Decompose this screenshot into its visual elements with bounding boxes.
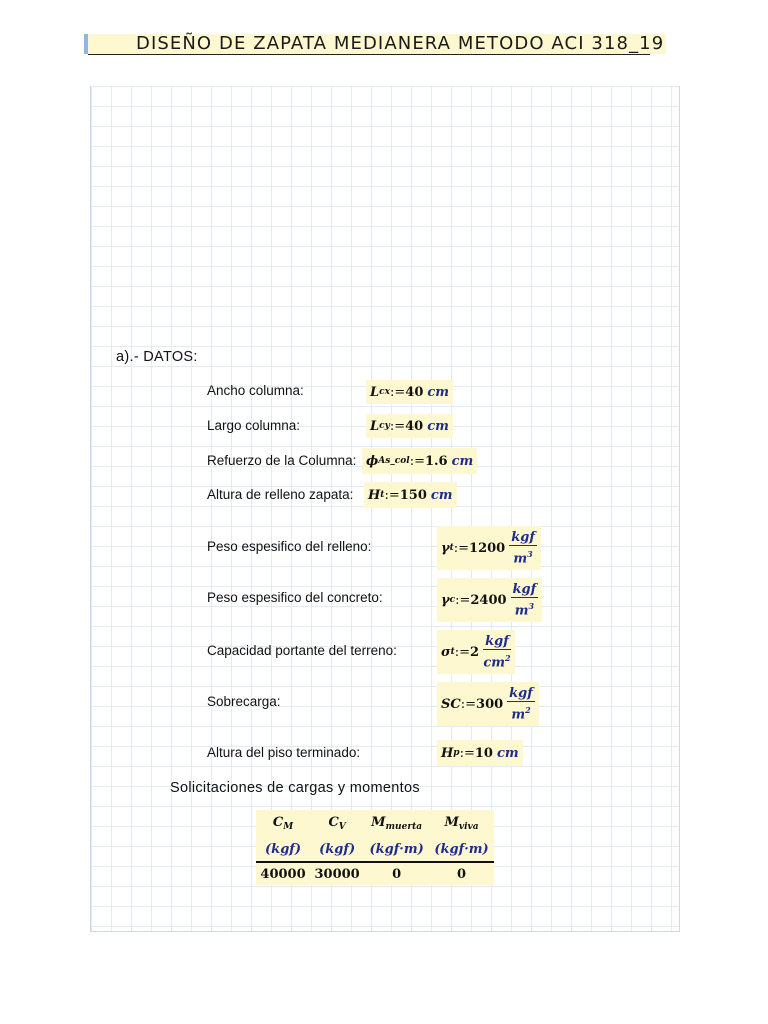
unit-fraction <box>511 583 539 617</box>
header-sub: M <box>283 822 294 832</box>
unit-text: (kgf·m) <box>434 841 489 857</box>
var-sub: t <box>380 490 385 500</box>
unit: cm <box>496 745 519 761</box>
label-sobrecarga: Sobrecarga: <box>207 694 281 709</box>
var-sub: c <box>449 595 456 605</box>
unit-numerator: kgf <box>511 529 535 545</box>
unit-text: (kgf·m) <box>369 841 424 857</box>
header-sub: viva <box>458 822 479 832</box>
value: 1.6 <box>424 453 448 469</box>
unit-base: m <box>511 707 526 723</box>
label-capacidad-portante: Capacidad portante del terreno: <box>207 643 397 658</box>
assign: := <box>384 487 400 503</box>
var: L <box>370 418 380 434</box>
assign: := <box>453 540 470 556</box>
unit-text: (kgf) <box>319 841 356 857</box>
header-sub: muerta <box>385 822 423 832</box>
unit-fraction <box>483 635 511 669</box>
header-cv <box>310 810 364 837</box>
expr-lcy[interactable] <box>366 414 453 438</box>
label-peso-concreto: Peso espesifico del concreto: <box>207 590 383 605</box>
var: γ <box>441 592 450 608</box>
assign: := <box>460 696 477 712</box>
section-datos: a).- DATOS: <box>116 349 198 365</box>
unit-power: 3 <box>527 548 533 559</box>
var: H <box>441 745 454 761</box>
var-sub: cx <box>379 387 390 397</box>
var: H <box>368 487 381 503</box>
label-altura-piso: Altura del piso terminado: <box>207 745 361 760</box>
value: 2 <box>470 644 480 660</box>
unit-cell <box>310 837 364 862</box>
var-sub: As_col <box>378 456 410 466</box>
unit-denominator <box>515 598 534 617</box>
header-mmuerta <box>364 810 429 837</box>
title-underline <box>88 54 650 55</box>
table-header-row <box>256 810 494 837</box>
expr-gamma-t[interactable] <box>437 526 541 570</box>
header-var: M <box>371 815 386 830</box>
unit-base: cm <box>483 655 505 671</box>
var-sub: cy <box>379 421 390 431</box>
value-mviva: 0 <box>457 866 467 882</box>
var: L <box>370 384 380 400</box>
var: σ <box>441 644 451 660</box>
value: 1200 <box>469 540 506 556</box>
unit-numerator: kgf <box>512 581 537 597</box>
value-cv: 30000 <box>314 866 360 882</box>
var-sub: t <box>450 647 455 657</box>
expr-ht[interactable] <box>364 482 457 508</box>
header-var: C <box>328 815 339 830</box>
header-mviva <box>429 810 494 837</box>
expr-hp[interactable] <box>437 740 523 766</box>
table-row <box>256 862 494 885</box>
var: ϕ <box>366 453 379 469</box>
unit-power: 2 <box>525 704 531 715</box>
var: SC <box>441 696 461 712</box>
unit-power: 2 <box>504 652 511 663</box>
unit-cell <box>364 837 429 862</box>
assign: := <box>389 418 406 434</box>
unit-base: m <box>513 551 528 567</box>
unit: cm <box>427 384 450 400</box>
unit-cell <box>429 837 494 862</box>
unit-denominator <box>483 650 510 669</box>
value: 10 <box>474 745 493 761</box>
worksheet-grid <box>90 86 680 932</box>
unit-power: 3 <box>528 600 535 611</box>
label-peso-relleno: Peso espesifico del relleno: <box>207 539 372 554</box>
var: γ <box>441 540 450 556</box>
value: 40 <box>405 384 424 400</box>
unit: cm <box>427 418 449 434</box>
unit-denominator <box>513 546 532 565</box>
var-sub: t <box>449 543 454 553</box>
page-title: DISEÑO DE ZAPATA MEDIANERA METODO ACI 318_19 <box>136 33 665 54</box>
expr-phi-as-col[interactable] <box>362 448 477 474</box>
header-var: M <box>444 815 459 830</box>
header-var: C <box>272 815 284 830</box>
assign: := <box>455 592 471 608</box>
unit-text: (kgf) <box>265 841 302 857</box>
value: 40 <box>405 418 424 434</box>
expr-lcx[interactable] <box>366 380 453 404</box>
unit-cell <box>256 837 310 862</box>
value: 2400 <box>470 592 507 608</box>
expr-gamma-c[interactable] <box>437 578 542 622</box>
var-sub: p <box>453 748 460 758</box>
table-units-row <box>256 837 494 862</box>
title-accent <box>84 34 88 54</box>
header-sub: V <box>338 822 346 832</box>
unit-fraction <box>509 531 537 565</box>
expr-sigma-t[interactable] <box>437 630 515 674</box>
label-altura-relleno: Altura de relleno zapata: <box>207 487 354 502</box>
unit: cm <box>451 453 474 469</box>
assign: := <box>409 453 425 469</box>
value: 150 <box>399 487 427 503</box>
value-cm: 40000 <box>260 866 306 882</box>
label-ancho-columna: Ancho columna: <box>207 383 304 398</box>
assign: := <box>459 745 475 761</box>
unit: cm <box>430 487 453 503</box>
unit-numerator: kgf <box>509 685 533 701</box>
expr-sc[interactable] <box>437 682 539 726</box>
unit-fraction <box>507 687 535 721</box>
assign: := <box>454 644 471 660</box>
label-largo-columna: Largo columna: <box>207 418 301 433</box>
value: 300 <box>476 696 504 712</box>
header-cm <box>256 810 310 837</box>
assign: := <box>390 384 406 400</box>
unit-numerator: kgf <box>485 633 509 649</box>
label-refuerzo-columna: Refuerzo de la Columna: <box>207 453 357 468</box>
value-mmuerta: 0 <box>392 866 402 882</box>
loads-table[interactable] <box>256 810 494 885</box>
section-solicitaciones: Solicitaciones de cargas y momentos <box>170 780 420 796</box>
unit-denominator <box>511 702 530 721</box>
unit-base: m <box>514 603 529 619</box>
